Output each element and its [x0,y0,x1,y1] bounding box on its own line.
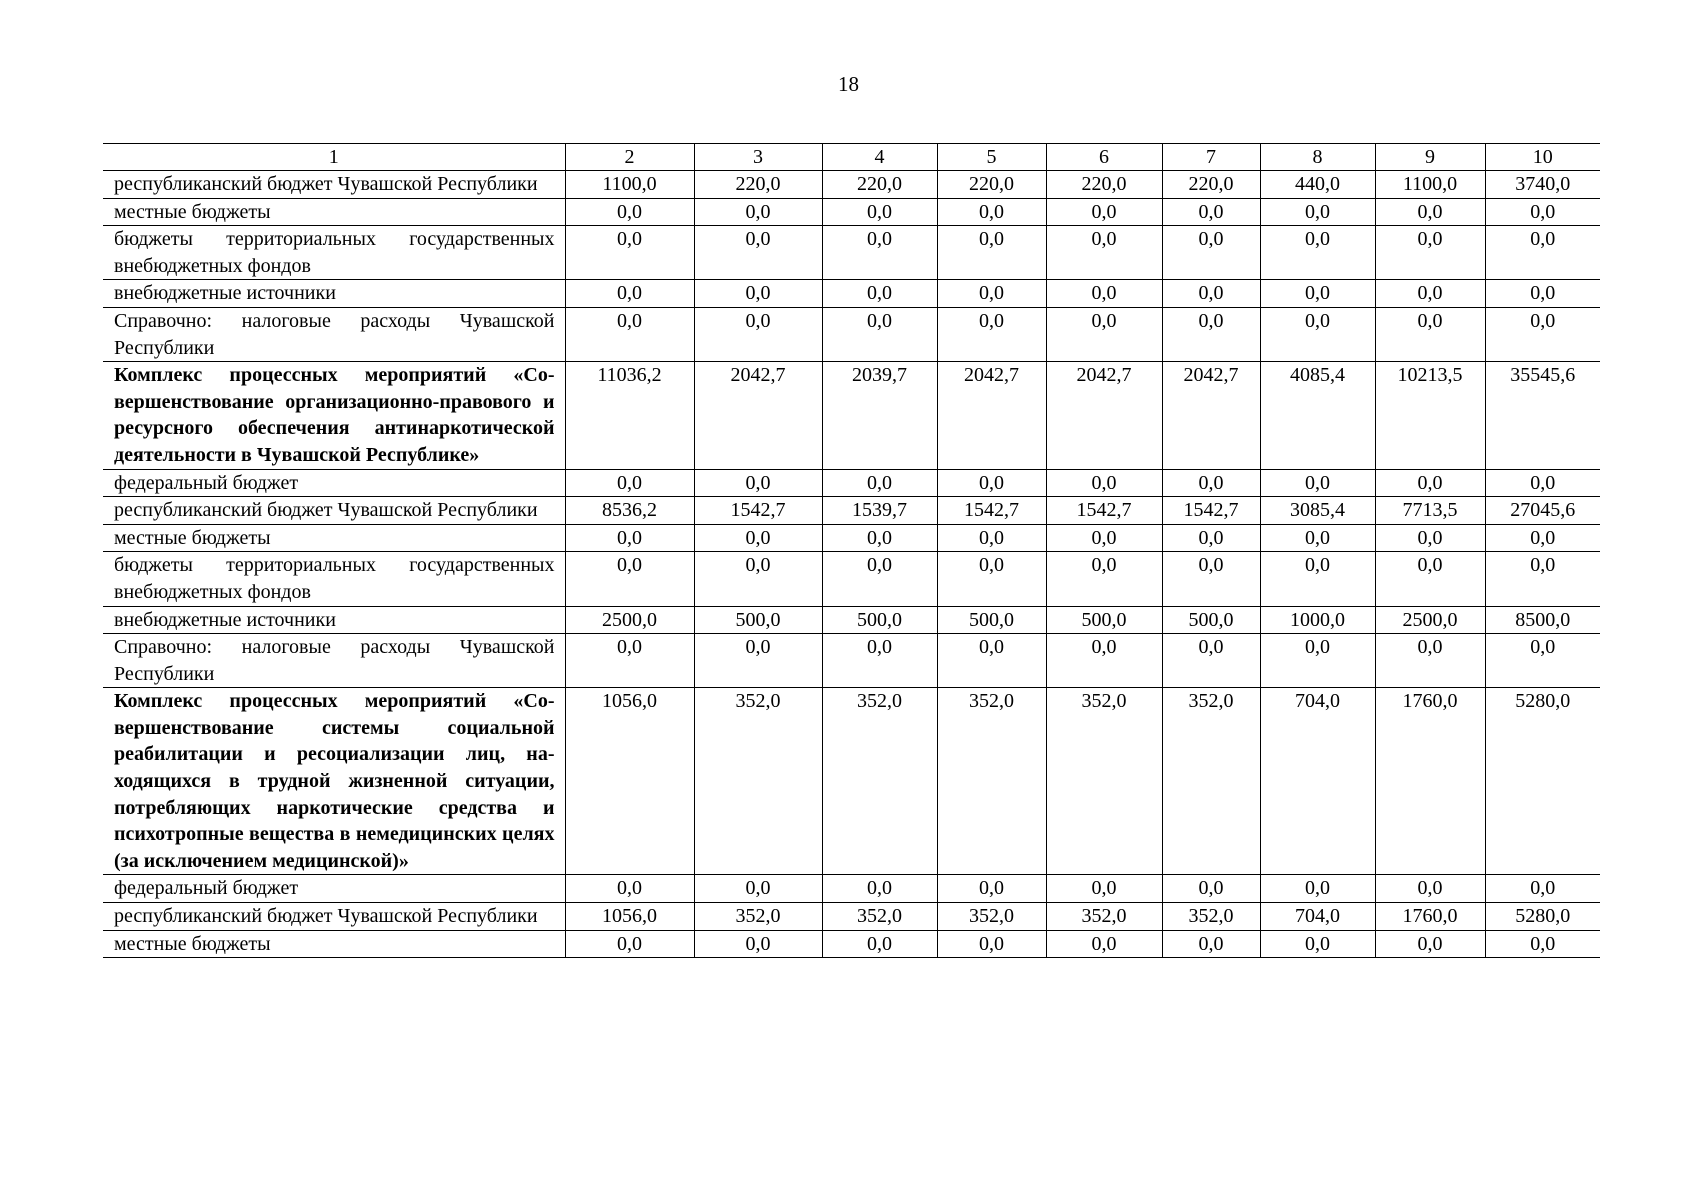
cell-value: 2042,7 [1162,362,1260,469]
cell-value: 0,0 [937,469,1046,497]
cell-value: 0,0 [694,198,822,226]
cell-value: 0,0 [1046,930,1162,958]
cell-value: 352,0 [694,903,822,931]
cell-value: 2042,7 [694,362,822,469]
table-body [103,171,1600,958]
column-header: 6 [1046,144,1162,171]
cell-value: 0,0 [565,198,694,226]
cell-value: 0,0 [694,307,822,361]
cell-value: 0,0 [1485,552,1600,606]
cell-value: 7713,5 [1375,497,1485,525]
cell-value: 10213,5 [1375,362,1485,469]
cell-value: 0,0 [1046,524,1162,552]
cell-value: 2500,0 [565,606,694,634]
cell-value: 0,0 [1046,469,1162,497]
row-label: Комплекс процессных мероприятий «Совершенствование системы социальной реабилитации и ресоциализации лиц, находящихся в трудной жизненной ситуации, потребляющих наркотические средства и психотропные вещества в немедицинских целях (за исключением медицинской)» [103,688,565,875]
cell-value: 0,0 [822,469,937,497]
cell-value: 0,0 [937,875,1046,903]
cell-value: 5280,0 [1485,688,1600,875]
row-label: Справочно: налоговые расходы Чувашской Республики [103,634,565,688]
cell-value: 440,0 [1260,171,1375,199]
table-row [103,875,1600,903]
table-row [103,634,1600,688]
page-number: 18 [838,72,859,96]
cell-value: 0,0 [565,226,694,280]
cell-value: 0,0 [565,634,694,688]
table-row [103,930,1600,958]
cell-value: 0,0 [1046,552,1162,606]
cell-value: 0,0 [694,524,822,552]
column-header: 4 [822,144,937,171]
cell-value: 0,0 [1046,634,1162,688]
cell-value: 0,0 [565,875,694,903]
cell-value: 352,0 [937,903,1046,931]
cell-value: 352,0 [822,688,937,875]
table-row-section [103,362,1600,469]
cell-value: 1100,0 [565,171,694,199]
cell-value: 0,0 [1260,930,1375,958]
row-label: бюджеты территориальных государственных внебюджетных фондов [103,552,565,606]
cell-value: 0,0 [1046,875,1162,903]
cell-value: 4085,4 [1260,362,1375,469]
row-label: местные бюджеты [103,198,565,226]
cell-value: 0,0 [1162,634,1260,688]
cell-value: 0,0 [1485,226,1600,280]
cell-value: 5280,0 [1485,903,1600,931]
cell-value: 0,0 [822,552,937,606]
row-label: бюджеты территориальных государственных внебюджетных фондов [103,226,565,280]
table-row-section [103,688,1600,875]
cell-value: 0,0 [1162,469,1260,497]
cell-value: 352,0 [822,903,937,931]
cell-value: 27045,6 [1485,497,1600,525]
cell-value: 220,0 [1162,171,1260,199]
cell-value: 352,0 [1162,688,1260,875]
cell-value: 1100,0 [1375,171,1485,199]
cell-value: 0,0 [822,634,937,688]
column-header: 1 [103,144,565,171]
cell-value: 220,0 [937,171,1046,199]
cell-value: 0,0 [822,198,937,226]
cell-value: 0,0 [1260,524,1375,552]
cell-value: 1542,7 [1046,497,1162,525]
cell-value: 2039,7 [822,362,937,469]
cell-value: 0,0 [1485,875,1600,903]
table-row [103,552,1600,606]
row-label: внебюджетные источники [103,606,565,634]
table-row [103,903,1600,931]
cell-value: 0,0 [694,469,822,497]
column-header: 10 [1485,144,1600,171]
cell-value: 1539,7 [822,497,937,525]
cell-value: 352,0 [1162,903,1260,931]
table-row [103,280,1600,308]
cell-value: 0,0 [1046,307,1162,361]
cell-value: 0,0 [565,469,694,497]
table-row [103,606,1600,634]
cell-value: 0,0 [1485,524,1600,552]
cell-value: 500,0 [694,606,822,634]
cell-value: 0,0 [694,280,822,308]
cell-value: 0,0 [1162,307,1260,361]
column-header: 7 [1162,144,1260,171]
table-header-row [103,144,1600,171]
cell-value: 1760,0 [1375,903,1485,931]
cell-value: 220,0 [1046,171,1162,199]
table-row [103,524,1600,552]
cell-value: 500,0 [1046,606,1162,634]
cell-value: 0,0 [1485,634,1600,688]
cell-value: 1542,7 [937,497,1046,525]
cell-value: 500,0 [1162,606,1260,634]
row-label: внебюджетные источники [103,280,565,308]
cell-value: 0,0 [1375,469,1485,497]
cell-value: 0,0 [1260,280,1375,308]
column-header: 8 [1260,144,1375,171]
row-label: республиканский бюджет Чувашской Республики [103,497,565,525]
table-row [103,198,1600,226]
cell-value: 0,0 [694,552,822,606]
cell-value: 1056,0 [565,903,694,931]
cell-value: 0,0 [1046,280,1162,308]
cell-value: 0,0 [1260,875,1375,903]
row-label: республиканский бюджет Чувашской Республики [103,903,565,931]
cell-value: 0,0 [1162,552,1260,606]
row-label: Справочно: налоговые расходы Чувашской Республики [103,307,565,361]
cell-value: 0,0 [1375,280,1485,308]
column-header: 5 [937,144,1046,171]
cell-value: 0,0 [565,307,694,361]
cell-value: 352,0 [937,688,1046,875]
cell-value: 0,0 [1260,469,1375,497]
cell-value: 0,0 [1375,524,1485,552]
cell-value: 8536,2 [565,497,694,525]
table-row [103,226,1600,280]
cell-value: 2500,0 [1375,606,1485,634]
cell-value: 0,0 [1485,280,1600,308]
cell-value: 1542,7 [694,497,822,525]
cell-value: 0,0 [1162,280,1260,308]
budget-table [103,143,1600,958]
cell-value: 704,0 [1260,688,1375,875]
row-label: Комплекс процессных мероприятий «Совершенствование организационно-правового и ресурсного обеспечения антинаркотической деятельности в Чувашской Республике» [103,362,565,469]
cell-value: 2042,7 [937,362,1046,469]
cell-value: 0,0 [565,280,694,308]
cell-value: 0,0 [1046,198,1162,226]
cell-value: 220,0 [694,171,822,199]
cell-value: 0,0 [1375,930,1485,958]
column-header: 2 [565,144,694,171]
cell-value: 2042,7 [1046,362,1162,469]
cell-value: 0,0 [1046,226,1162,280]
cell-value: 0,0 [1260,634,1375,688]
cell-value: 0,0 [565,524,694,552]
cell-value: 0,0 [1162,198,1260,226]
cell-value: 0,0 [1375,307,1485,361]
cell-value: 0,0 [1485,198,1600,226]
cell-value: 1760,0 [1375,688,1485,875]
cell-value: 0,0 [1260,307,1375,361]
column-header: 9 [1375,144,1485,171]
column-header: 3 [694,144,822,171]
cell-value: 500,0 [822,606,937,634]
cell-value: 8500,0 [1485,606,1600,634]
cell-value: 1056,0 [565,688,694,875]
cell-value: 35545,6 [1485,362,1600,469]
cell-value: 0,0 [1485,307,1600,361]
cell-value: 0,0 [1162,226,1260,280]
cell-value: 0,0 [1375,226,1485,280]
cell-value: 352,0 [1046,688,1162,875]
cell-value: 0,0 [1260,226,1375,280]
cell-value: 0,0 [1162,930,1260,958]
cell-value: 0,0 [694,634,822,688]
cell-value: 0,0 [937,634,1046,688]
table-row [103,307,1600,361]
cell-value: 0,0 [822,226,937,280]
cell-value: 1542,7 [1162,497,1260,525]
cell-value: 0,0 [565,552,694,606]
cell-value: 0,0 [1260,198,1375,226]
cell-value: 0,0 [822,280,937,308]
cell-value: 0,0 [694,226,822,280]
cell-value: 0,0 [937,930,1046,958]
cell-value: 0,0 [1162,524,1260,552]
cell-value: 0,0 [822,930,937,958]
cell-value: 0,0 [937,307,1046,361]
cell-value: 500,0 [937,606,1046,634]
cell-value: 704,0 [1260,903,1375,931]
cell-value: 0,0 [1375,198,1485,226]
cell-value: 0,0 [1162,875,1260,903]
cell-value: 0,0 [1485,469,1600,497]
cell-value: 0,0 [937,198,1046,226]
cell-value: 0,0 [937,552,1046,606]
row-label: местные бюджеты [103,524,565,552]
cell-value: 3085,4 [1260,497,1375,525]
cell-value: 0,0 [565,930,694,958]
cell-value: 0,0 [1375,875,1485,903]
cell-value: 0,0 [937,226,1046,280]
cell-value: 0,0 [694,875,822,903]
cell-value: 0,0 [822,307,937,361]
row-label: федеральный бюджет [103,875,565,903]
table-row [103,469,1600,497]
cell-value: 0,0 [1375,552,1485,606]
cell-value: 0,0 [937,524,1046,552]
table-row [103,171,1600,199]
cell-value: 0,0 [1485,930,1600,958]
cell-value: 0,0 [822,524,937,552]
row-label: федеральный бюджет [103,469,565,497]
cell-value: 0,0 [694,930,822,958]
cell-value: 0,0 [1260,552,1375,606]
cell-value: 0,0 [822,875,937,903]
cell-value: 352,0 [694,688,822,875]
cell-value: 3740,0 [1485,171,1600,199]
cell-value: 220,0 [822,171,937,199]
cell-value: 1000,0 [1260,606,1375,634]
cell-value: 0,0 [937,280,1046,308]
cell-value: 352,0 [1046,903,1162,931]
row-label: местные бюджеты [103,930,565,958]
row-label: республиканский бюджет Чувашской Республики [103,171,565,199]
table-row [103,497,1600,525]
cell-value: 11036,2 [565,362,694,469]
cell-value: 0,0 [1375,634,1485,688]
